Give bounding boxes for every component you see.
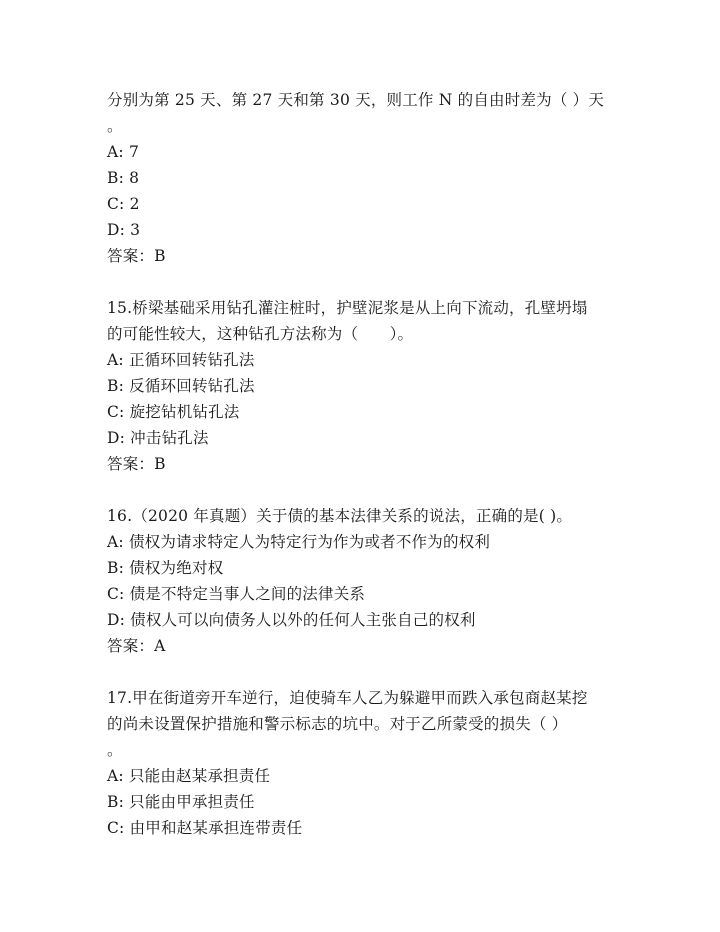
q14-option-a: A: 7 bbox=[107, 143, 140, 161]
q17-option-b: B: 只能由甲承担责任 bbox=[107, 793, 255, 811]
q16-option-d: D: 债权人可以向债务人以外的任何人主张自己的权利 bbox=[107, 611, 476, 629]
q17-stem-line-3: 。 bbox=[107, 741, 123, 759]
q16-stem-line-1: 16.（2020 年真题）关于债的基本法律关系的说法，正确的是( )。 bbox=[107, 507, 573, 525]
q17-stem-line-2: 的尚未设置保护措施和警示标志的坑中。对于乙所蒙受的损失（ ） bbox=[107, 715, 568, 733]
q16-option-a: A: 债权为请求特定人为特定行为作为或者不作为的权利 bbox=[107, 533, 491, 551]
q16-answer: 答案：A bbox=[107, 637, 166, 655]
q14-answer: 答案：B bbox=[107, 247, 166, 265]
q14-option-b: B: 8 bbox=[107, 169, 140, 187]
q14-option-c: C: 2 bbox=[107, 195, 140, 213]
q15-option-a: A: 正循环回转钻孔法 bbox=[107, 351, 255, 369]
q15-option-d: D: 冲击钻孔法 bbox=[107, 429, 209, 447]
q14-option-d: D: 3 bbox=[107, 221, 141, 239]
q17-option-c: C: 由甲和赵某承担连带责任 bbox=[107, 819, 303, 837]
q14-stem-line-1: 分别为第 25 天、第 27 天和第 30 天，则工作 N 的自由时差为（ ）天 bbox=[107, 91, 605, 109]
q15-option-b: B: 反循环回转钻孔法 bbox=[107, 377, 255, 395]
q15-stem-line-2: 的可能性较大，这种钻孔方法称为（ ）。 bbox=[107, 325, 414, 343]
q15-option-c: C: 旋挖钻机钻孔法 bbox=[107, 403, 240, 421]
q15-stem-line-1: 15.桥梁基础采用钻孔灌注桩时，护壁泥浆是从上向下流动，孔壁坍塌 bbox=[107, 299, 588, 317]
q15-answer: 答案：B bbox=[107, 455, 166, 473]
q14-stem-line-2: 。 bbox=[107, 117, 123, 135]
q16-option-c: C: 债是不特定当事人之间的法律关系 bbox=[107, 585, 366, 603]
q16-option-b: B: 债权为绝对权 bbox=[107, 559, 224, 577]
q17-stem-line-1: 17.甲在街道旁开车逆行，迫使骑车人乙为躲避甲而跌入承包商赵某挖 bbox=[107, 689, 588, 707]
q17-option-a: A: 只能由赵某承担责任 bbox=[107, 767, 271, 785]
